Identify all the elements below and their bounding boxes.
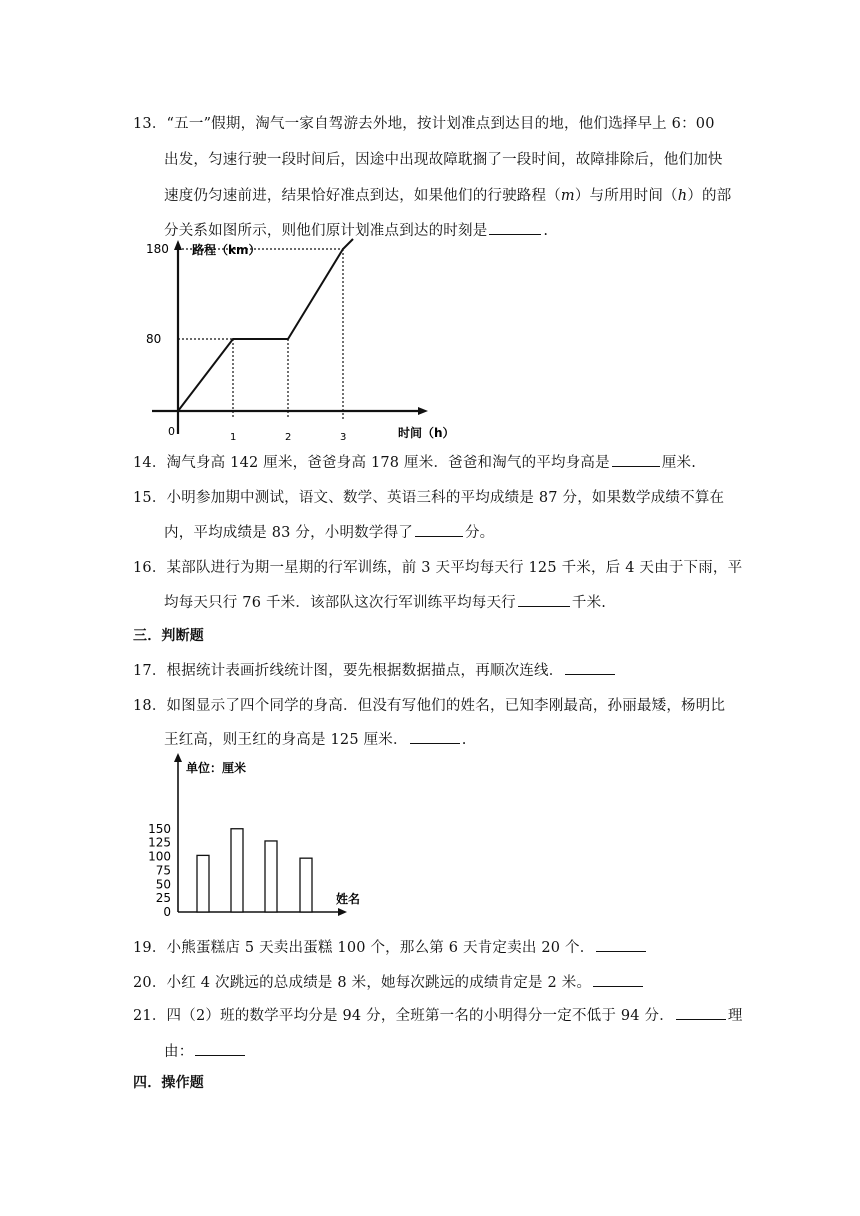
q21-answer-blank-2[interactable] — [195, 1041, 245, 1056]
q13-line3-a: 速度仍匀速前进，结果恰好准点到达，如果他们的行驶路程（ — [164, 188, 561, 204]
q18-line1: 18．如图显示了四个同学的身高．但没有写他们的姓名，已知李刚最高，孙丽最矮，杨明比 — [133, 698, 726, 714]
q13-answer-blank[interactable] — [489, 220, 541, 235]
y-axis-arrow — [174, 753, 182, 762]
q13-line2: 出发，匀速行驶一段时间后，因途中出现故障耽搁了一段时间，故障排除后，他们加快 — [164, 152, 723, 168]
distance-line — [178, 239, 353, 411]
q16-line1: 16．某部队进行为期一星期的行军训练，前 3 天平均每天行 125 千米，后 4 天由于下雨，平 — [133, 560, 743, 576]
q15-line1: 15．小明参加期中测试，语文、数学、英语三科的平均成绩是 87 分，如果数学成绩不算在 — [133, 490, 725, 506]
q21-line2 — [164, 1040, 247, 1061]
y-tick-label-25: 25 — [155, 891, 171, 906]
q13-var-m: m — [560, 188, 575, 204]
x-axis-label: 姓名 — [336, 892, 361, 906]
q13-line1: 13．“五一”假期，淘气一家自驾游去外地，按计划准点到达目的地，他们选择早上 6：00 — [133, 116, 715, 132]
bar-4 — [300, 858, 312, 912]
q16-line2-text: 均每天只行 76 千米．该部队这次行军训练平均每天行 — [164, 595, 516, 611]
q21-line2-text: 由： — [164, 1044, 194, 1060]
x-axis-label: 时间（h） — [398, 426, 455, 440]
q19-text: 19．小熊蛋糕店 5 天卖出蛋糕 100 个，那么第 6 天肯定卖出 20 个． — [133, 940, 595, 956]
y-tick-label-100: 100 — [148, 849, 171, 864]
y-tick-label-80: 80 — [146, 332, 162, 346]
chart18-marks — [148, 753, 360, 919]
q14-end: 厘米. — [661, 455, 697, 471]
y-tick-label-150: 150 — [148, 821, 171, 836]
q17-line — [133, 659, 617, 680]
q17-answer-blank[interactable] — [565, 660, 615, 675]
x-axis-arrow — [338, 908, 347, 916]
q21-line1 — [133, 1004, 743, 1025]
y-tick-label-75: 75 — [155, 863, 171, 878]
y-axis-label: 单位：厘米 — [186, 761, 247, 775]
distance-time-chart — [140, 238, 455, 448]
q18-line2-end: . — [461, 732, 467, 748]
q18-line2-text: 王红高，则王红的身高是 125 厘米． — [164, 732, 408, 748]
q19-line — [133, 936, 648, 957]
chart13-marks — [146, 239, 455, 443]
q19-answer-blank[interactable] — [596, 937, 646, 952]
x-tick-label-2: 2 — [285, 432, 292, 443]
q14-answer-blank[interactable] — [612, 452, 660, 467]
q20-line — [133, 971, 645, 992]
q14-line — [133, 451, 696, 472]
q14-text: 14．淘气身高 142 厘米，爸爸身高 178 厘米．爸爸和淘气的平均身高是 — [133, 455, 610, 471]
bar-1 — [197, 855, 209, 912]
q18-line2 — [164, 728, 467, 749]
origin-label: 0 — [168, 425, 175, 438]
q13-line3-b: ）与所用时间（ — [574, 188, 678, 204]
q13-line3-c: ）的部 — [687, 188, 732, 204]
q16-line2 — [164, 591, 606, 612]
y-tick-label-50: 50 — [155, 877, 171, 892]
q21-answer-blank-1[interactable] — [676, 1005, 726, 1020]
q15-answer-blank[interactable] — [415, 522, 463, 537]
y-tick-label-0: 0 — [163, 905, 171, 919]
q13-line4-text: 分关系如图所示，则他们原计划准点到达的时刻是 — [164, 223, 488, 239]
q13-var-h: h — [677, 188, 688, 204]
q16-answer-blank[interactable] — [518, 592, 570, 607]
q21-line1-end: 理 — [727, 1008, 743, 1024]
x-tick-label-3: 3 — [340, 432, 347, 443]
q18-answer-blank[interactable] — [410, 729, 460, 744]
section-operation-heading: 四．操作题 — [133, 1075, 204, 1091]
q13-line4 — [164, 219, 548, 240]
height-bar-chart — [140, 752, 380, 924]
bar-2 — [231, 829, 243, 912]
x-axis-arrow — [418, 407, 428, 415]
bar-3 — [265, 841, 277, 912]
q20-text: 20．小红 4 次跳远的总成绩是 8 米，她每次跳远的成绩肯定是 2 米。 — [133, 975, 592, 991]
q13-line4-end: . — [543, 223, 549, 239]
q13-line3 — [164, 184, 731, 205]
q15-line2-end: 分。 — [464, 525, 495, 541]
q15-line2-text: 内，平均成绩是 83 分，小明数学得了 — [164, 525, 413, 541]
x-tick-label-1: 1 — [230, 432, 237, 443]
q17-text: 17．根据统计表画折线统计图，要先根据数据描点，再顺次连线． — [133, 663, 564, 679]
y-tick-label-180: 180 — [146, 242, 169, 256]
q15-line2 — [164, 521, 494, 542]
q16-line2-end: 千米. — [571, 595, 607, 611]
y-axis-label: 路程（km） — [192, 243, 261, 257]
section-judgment-heading: 三．判断题 — [133, 628, 204, 644]
q20-answer-blank[interactable] — [593, 972, 643, 987]
y-tick-label-125: 125 — [148, 835, 171, 850]
q21-line1-text: 21．四（2）班的数学平均分是 94 分，全班第一名的小明得分一定不低于 94 分． — [133, 1008, 674, 1024]
